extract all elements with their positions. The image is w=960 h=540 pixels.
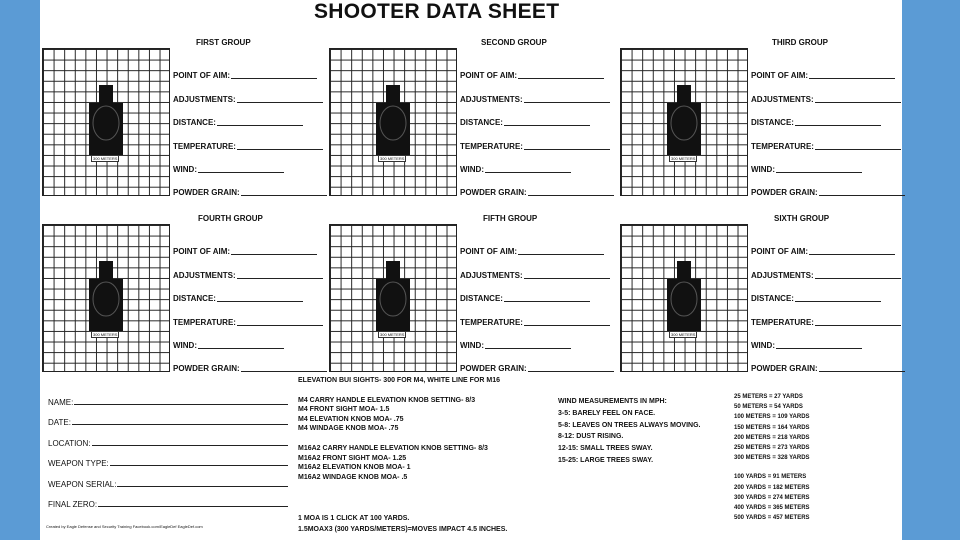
field-line — [524, 102, 610, 103]
group-fields — [460, 58, 620, 198]
wind-line: WIND MEASUREMENTS IN MPH: — [558, 398, 667, 405]
field-label: POWDER GRAIN: — [751, 188, 818, 198]
field-line — [241, 371, 327, 372]
temperature-field[interactable] — [173, 128, 333, 151]
adjustments-field[interactable] — [460, 257, 620, 280]
point-of-aim-field[interactable] — [751, 234, 911, 257]
group-fields — [460, 234, 620, 374]
target-group — [42, 36, 328, 208]
date-field[interactable]: DATE: — [48, 407, 288, 428]
field-line — [819, 195, 905, 196]
field-label: ADJUSTMENTS: — [173, 94, 236, 104]
temperature-field[interactable] — [751, 128, 911, 151]
field-label: TEMPERATURE: — [173, 317, 236, 327]
field-line — [518, 78, 604, 79]
field-label: POWDER GRAIN: — [460, 188, 527, 198]
field-label: WIND: — [173, 164, 197, 174]
conversion-line: 300 YARDS = 274 METERS — [734, 494, 810, 501]
group-title: SIXTH GROUP — [774, 214, 830, 223]
field-line — [815, 102, 901, 103]
field-label: POINT OF AIM: — [460, 71, 518, 81]
field-label: POINT OF AIM: — [751, 247, 809, 257]
conversion-line: 100 YARDS = 91 METERS — [734, 474, 807, 481]
page-title: SHOOTER DATA SHEET — [314, 0, 560, 23]
field-line — [198, 348, 284, 349]
m4-line: M4 ELEVATION KNOB MOA- .75 — [298, 415, 404, 423]
adjustments-field[interactable] — [173, 257, 333, 280]
field-line — [776, 172, 862, 173]
field-label: ADJUSTMENTS: — [751, 270, 814, 280]
target-group — [620, 212, 906, 384]
powder-grain-field[interactable] — [173, 351, 333, 374]
point-of-aim-field[interactable] — [751, 58, 911, 81]
field-line — [237, 149, 323, 150]
field-label: TEMPERATURE: — [173, 141, 236, 151]
field-line — [815, 149, 901, 150]
group-fields — [751, 58, 911, 198]
powder-grain-field[interactable] — [751, 175, 911, 198]
distance-field[interactable] — [173, 281, 333, 304]
conversion-line: 200 YARDS = 182 METERS — [734, 484, 810, 491]
wind-field[interactable] — [173, 328, 333, 351]
field-line — [795, 125, 881, 126]
conversion-line: 300 METERS = 328 YARDS — [734, 455, 810, 462]
target-grid[interactable] — [42, 224, 170, 372]
wind-field[interactable] — [751, 152, 911, 175]
data-sheet — [40, 0, 902, 540]
field-label: ADJUSTMENTS: — [751, 94, 814, 104]
field-label: DISTANCE: — [751, 294, 794, 304]
wind-line: 15-25: LARGE TREES SWAY. — [558, 456, 654, 464]
range-label: 300 METERS — [93, 332, 118, 337]
group-title: SECOND GROUP — [481, 38, 547, 47]
target-group — [42, 212, 328, 384]
group-title: FIFTH GROUP — [483, 214, 538, 223]
field-line — [237, 102, 323, 103]
field-line — [795, 301, 881, 302]
powder-grain-field[interactable] — [460, 351, 620, 374]
field-line — [809, 78, 895, 79]
m4-line: M4 CARRY HANDLE ELEVATION KNOB SETTING- 8/3 — [298, 396, 476, 404]
point-of-aim-field[interactable] — [173, 234, 333, 257]
field-line — [485, 348, 571, 349]
group-title: FOURTH GROUP — [198, 214, 263, 223]
target-grid[interactable] — [620, 48, 748, 196]
field-label: POINT OF AIM: — [751, 71, 809, 81]
weapon-serial-field[interactable]: WEAPON SERIAL: — [48, 468, 288, 489]
field-label: POWDER GRAIN: — [460, 364, 527, 374]
field-label: WIND: — [460, 164, 484, 174]
field-line — [819, 371, 905, 372]
distance-field[interactable] — [460, 105, 620, 128]
field-label: WIND: — [460, 340, 484, 350]
group-fields — [173, 58, 333, 198]
wind-field[interactable] — [460, 152, 620, 175]
field-label: TEMPERATURE: — [460, 317, 523, 327]
m4-line: M4 WINDAGE KNOB MOA- .75 — [298, 425, 399, 433]
range-label: 300 METERS — [380, 156, 405, 161]
conversion-line: 400 YARDS = 365 METERS — [734, 505, 810, 512]
field-label: POINT OF AIM: — [173, 247, 231, 257]
field-label: POWDER GRAIN: — [173, 364, 240, 374]
point-of-aim-field[interactable] — [460, 234, 620, 257]
point-of-aim-field[interactable] — [460, 58, 620, 81]
adjustments-field[interactable] — [173, 81, 333, 104]
temperature-field[interactable] — [460, 128, 620, 151]
target-grid[interactable] — [329, 48, 457, 196]
elevation-heading: ELEVATION BUI SIGHTS- 300 FOR M4, WHITE LINE FOR M16 — [298, 377, 500, 384]
temperature-field[interactable] — [751, 304, 911, 327]
target-grid[interactable] — [620, 224, 748, 372]
field-label: TEMPERATURE: — [751, 317, 814, 327]
field-line — [524, 325, 610, 326]
field-line — [524, 278, 610, 279]
wind-field[interactable] — [751, 328, 911, 351]
field-label: POINT OF AIM: — [173, 71, 231, 81]
point-of-aim-field[interactable] — [173, 58, 333, 81]
wind-field[interactable] — [460, 328, 620, 351]
wind-field[interactable] — [173, 152, 333, 175]
m16-line: M16A2 CARRY HANDLE ELEVATION KNOB SETTING- 8/3 — [298, 444, 488, 452]
silhouette-target-icon — [87, 261, 125, 331]
distance-field[interactable] — [751, 105, 911, 128]
field-label: WIND: — [173, 340, 197, 350]
field-line — [809, 254, 895, 255]
moa-line: 1.5MOAX3 (300 YARDS/METERS)=MOVES IMPACT 4.5 INCHES. — [298, 525, 508, 533]
field-label: DISTANCE: — [173, 118, 216, 128]
field-line — [237, 278, 323, 279]
field-label: TEMPERATURE: — [751, 141, 814, 151]
location-field[interactable]: LOCATION: — [48, 427, 288, 448]
powder-grain-field[interactable] — [751, 351, 911, 374]
field-line — [237, 325, 323, 326]
field-line — [231, 254, 317, 255]
field-line — [528, 371, 614, 372]
shooter-info-fields — [48, 386, 288, 509]
wind-line: 5-8: LEAVES ON TREES ALWAYS MOVING. — [558, 421, 701, 429]
range-label: 300 METERS — [671, 156, 696, 161]
conversion-line: 25 METERS = 27 YARDS — [734, 394, 803, 400]
conversion-line: 150 METERS = 164 YARDS — [734, 424, 810, 431]
target-grid[interactable] — [42, 48, 170, 196]
m16-line: M16A2 WINDAGE KNOB MOA- .5 — [298, 473, 408, 481]
silhouette-target-icon — [374, 261, 412, 331]
field-line — [231, 78, 317, 79]
name-field[interactable]: NAME: — [48, 386, 288, 407]
silhouette-target-icon — [665, 85, 703, 155]
adjustments-field[interactable] — [751, 81, 911, 104]
conversion-line: 100 METERS = 109 YARDS — [734, 414, 810, 421]
field-line — [217, 125, 303, 126]
field-label: DISTANCE: — [751, 118, 794, 128]
field-line — [198, 172, 284, 173]
field-label: POINT OF AIM: — [460, 247, 518, 257]
distance-field[interactable] — [173, 105, 333, 128]
adjustments-field[interactable] — [460, 81, 620, 104]
range-label: 300 METERS — [380, 332, 405, 337]
field-line — [524, 149, 610, 150]
wind-measurements — [558, 396, 701, 467]
field-label: WIND: — [751, 340, 775, 350]
final-zero-field[interactable]: FINAL ZERO: — [48, 489, 288, 510]
moa-line: 1 MOA IS 1 CLICK AT 100 YARDS. — [298, 515, 410, 522]
powder-grain-field[interactable] — [460, 175, 620, 198]
m4-line: M4 FRONT SIGHT MOA- 1.5 — [298, 406, 390, 414]
target-group — [329, 36, 615, 208]
moa-info — [298, 514, 507, 535]
group-fields — [751, 234, 911, 374]
weapon-type-field[interactable]: WEAPON TYPE: — [48, 448, 288, 469]
target-group — [620, 36, 906, 208]
conversion-line: 200 METERS = 218 YARDS — [734, 434, 810, 441]
silhouette-target-icon — [374, 85, 412, 155]
adjustments-field[interactable] — [751, 257, 911, 280]
field-label: DISTANCE: — [460, 118, 503, 128]
temperature-field[interactable] — [460, 304, 620, 327]
silhouette-target-icon — [87, 85, 125, 155]
conversion-line: 50 METERS = 54 YARDS — [734, 404, 803, 411]
field-line — [528, 195, 614, 196]
group-title: FIRST GROUP — [196, 38, 251, 47]
field-line — [518, 254, 604, 255]
distance-conversions — [734, 392, 810, 523]
wind-line: 8-12: DUST RISING. — [558, 433, 624, 441]
field-label: DISTANCE: — [460, 294, 503, 304]
distance-field[interactable] — [460, 281, 620, 304]
field-line — [217, 301, 303, 302]
field-line — [815, 325, 901, 326]
field-label: DISTANCE: — [173, 294, 216, 304]
field-line — [241, 195, 327, 196]
temperature-field[interactable] — [173, 304, 333, 327]
field-line — [815, 278, 901, 279]
field-label: ADJUSTMENTS: — [173, 270, 236, 280]
m16-line: M16A2 FRONT SIGHT MOA- 1.25 — [298, 454, 407, 462]
group-fields — [173, 234, 333, 374]
elevation-info — [298, 376, 500, 482]
wind-line: 12-15: SMALL TREES SWAY. — [558, 445, 653, 453]
range-label: 300 METERS — [93, 156, 118, 161]
conversion-line: 250 METERS = 273 YARDS — [734, 445, 810, 452]
field-label: ADJUSTMENTS: — [460, 94, 523, 104]
field-line — [776, 348, 862, 349]
powder-grain-field[interactable] — [173, 175, 333, 198]
wind-line: 3-5: BARELY FEEL ON FACE. — [558, 409, 656, 417]
field-line — [504, 125, 590, 126]
conversion-line: 500 YARDS = 457 METERS — [734, 515, 810, 522]
field-label: POWDER GRAIN: — [173, 188, 240, 198]
group-title: THIRD GROUP — [772, 38, 828, 47]
target-grid[interactable] — [329, 224, 457, 372]
distance-field[interactable] — [751, 281, 911, 304]
m16-line: M16A2 ELEVATION KNOB MOA- 1 — [298, 464, 411, 472]
field-label: ADJUSTMENTS: — [460, 270, 523, 280]
silhouette-target-icon — [665, 261, 703, 331]
credit-line: Created by Eagle Defense and Security Training Facebook.com/EagleDef EagleDef.com — [46, 524, 203, 529]
field-label: TEMPERATURE: — [460, 141, 523, 151]
target-group — [329, 212, 615, 384]
field-label: POWDER GRAIN: — [751, 364, 818, 374]
range-label: 300 METERS — [671, 332, 696, 337]
field-label: WIND: — [751, 164, 775, 174]
field-line — [504, 301, 590, 302]
field-line — [485, 172, 571, 173]
